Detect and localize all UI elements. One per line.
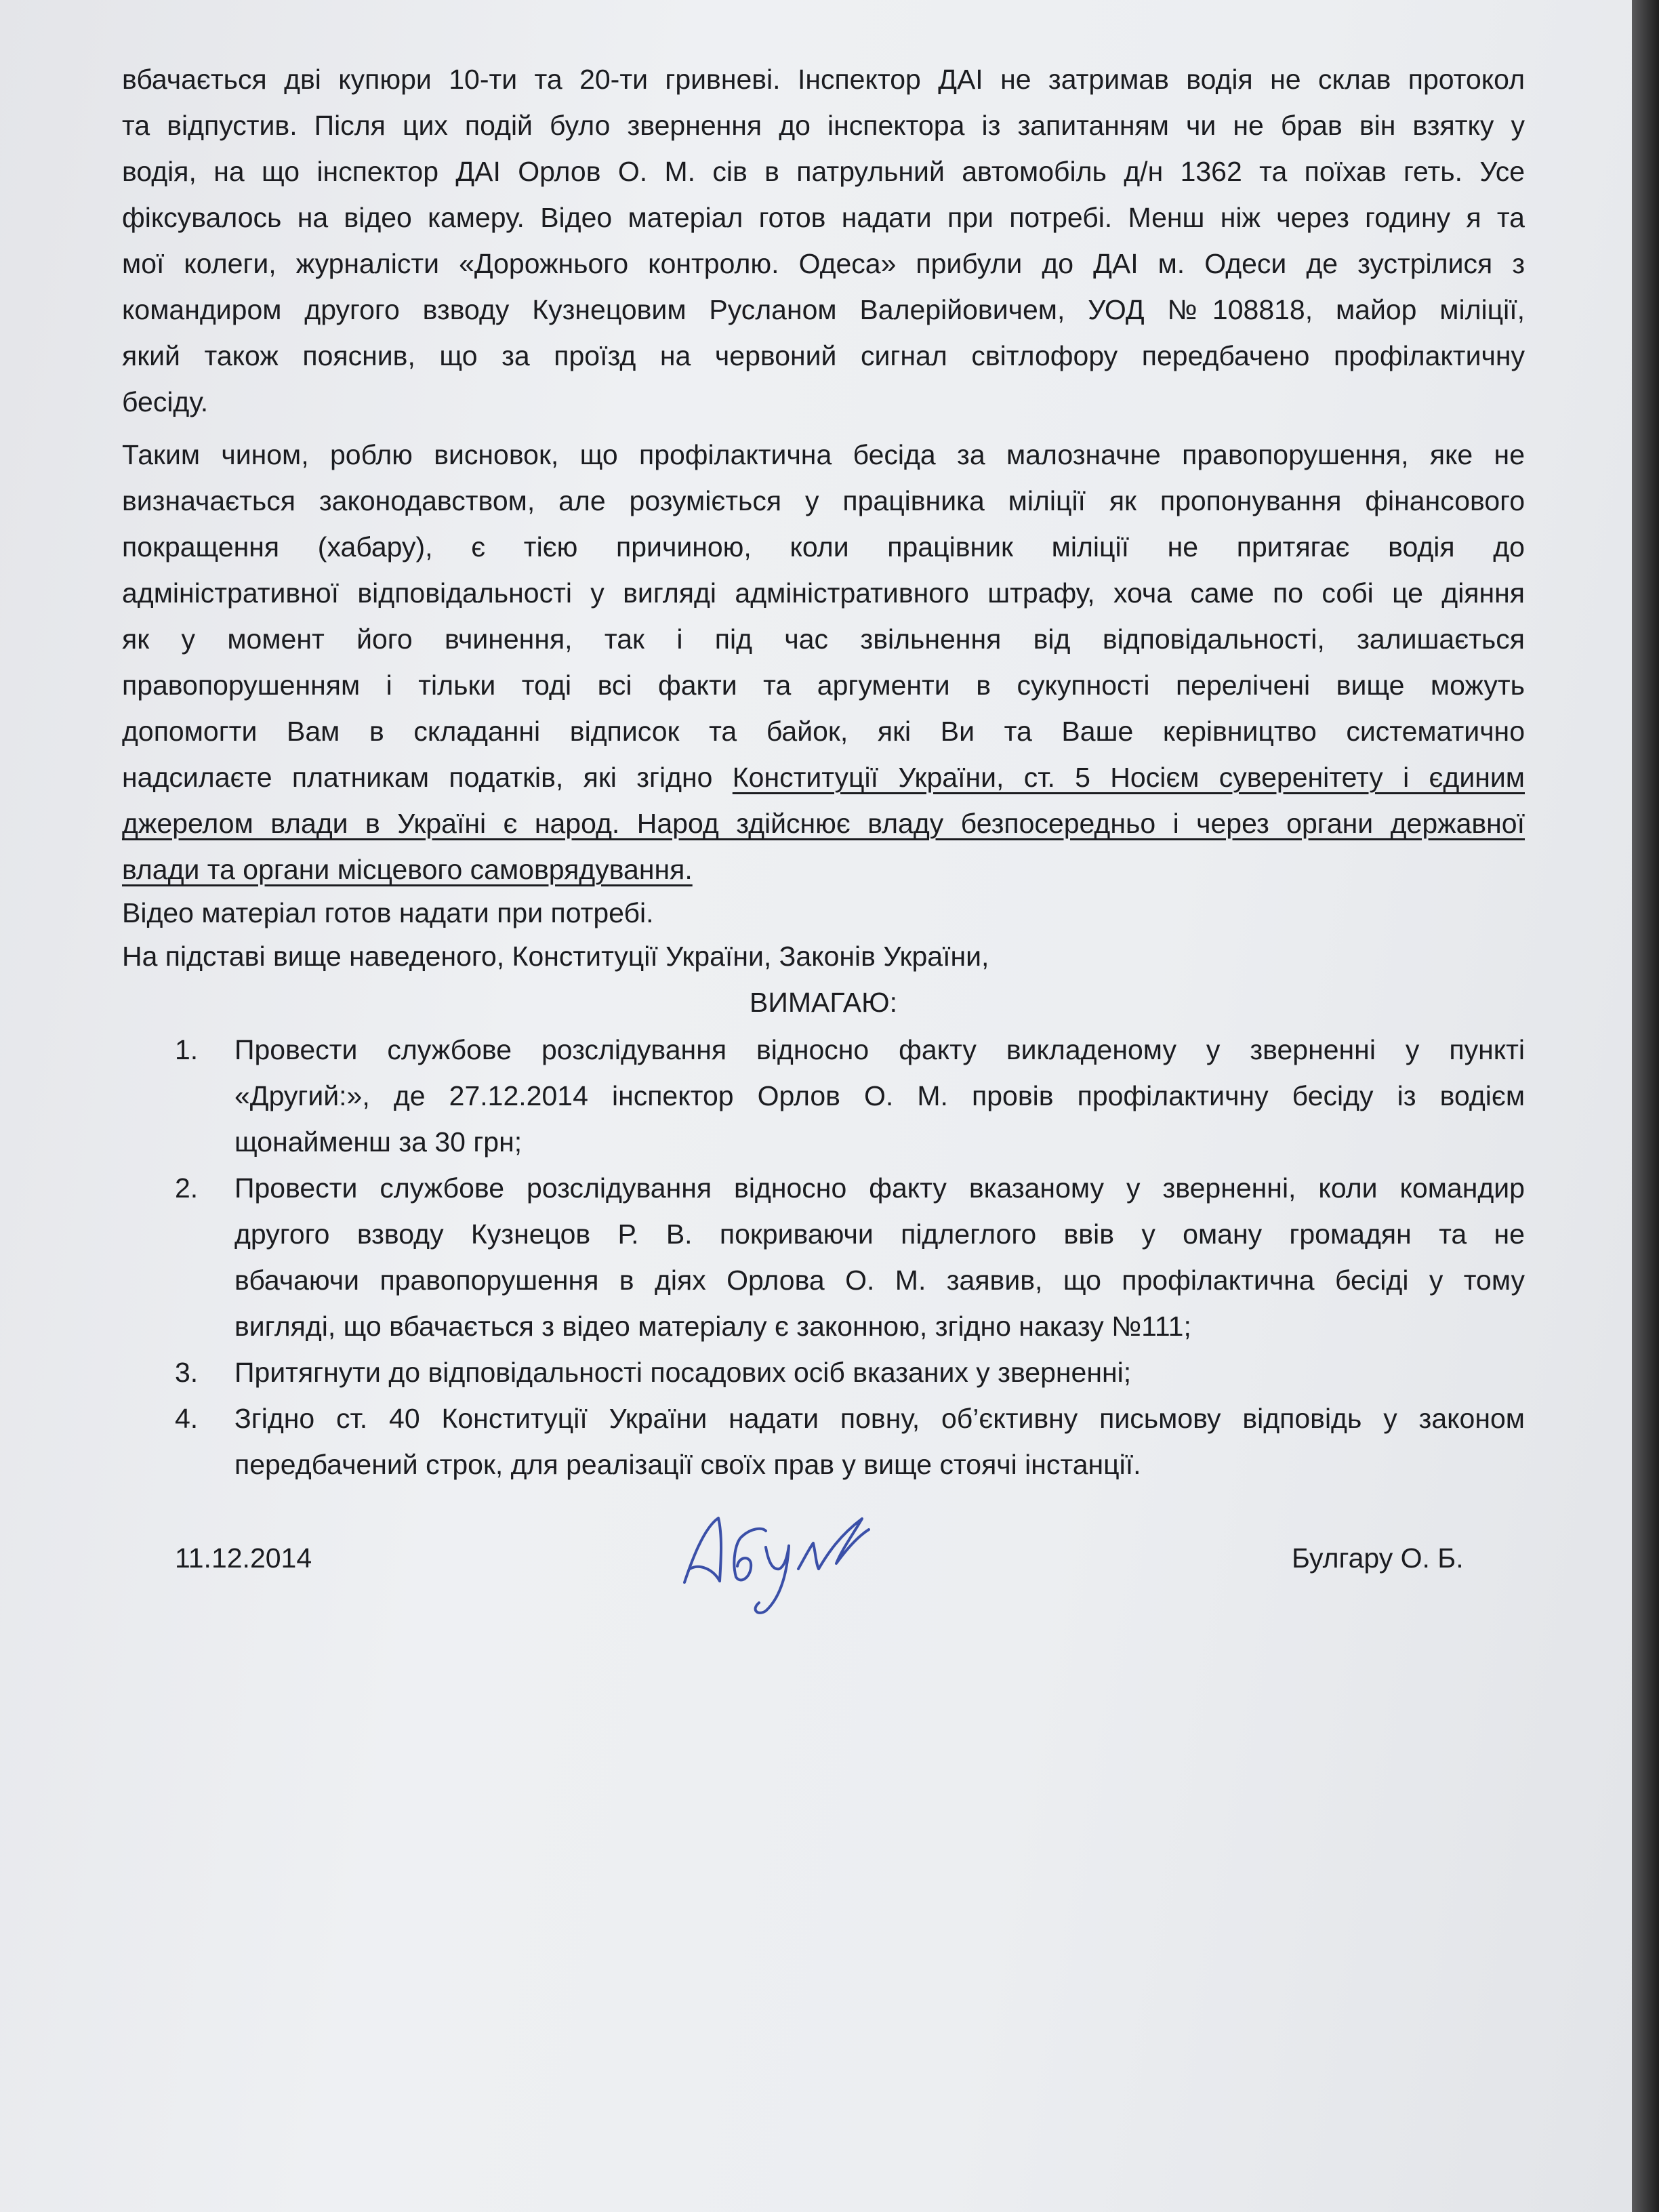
demand-number: 3.	[175, 1357, 199, 1388]
paragraph-2-line: покращення (хабару), є тією причиною, коли працівник міліції не притягає водія до	[122, 531, 1525, 562]
paragraph-2-line: допомогти Вам в складанні відписок та байок, які Ви та Ваше керівництво систематично	[122, 716, 1525, 747]
demand-line: «Другий:», де 27.12.2014 інспектор Орлов О. М. провів профілактичну бесіду із водієм	[234, 1080, 1525, 1111]
constitution-quote-underlined: Конституції України, ст. 5 Носієм суверенітету і єдиним	[732, 762, 1525, 793]
demand-line: Притягнути до відповідальності посадових осіб вказаних у зверненні;	[234, 1357, 1132, 1388]
demand-line: другого взводу Кузнецов Р. В. покриваючи підлеглого ввів у оману громадян та не	[234, 1218, 1525, 1250]
basis-statement: На підставі вище наведеного, Конституції України, Законів України,	[122, 941, 989, 972]
paragraph-1-line: та відпустив. Після цих подій було звернення до інспектора із запитанням чи не брав він взятку у	[122, 110, 1525, 141]
paragraph-1-line: командиром другого взводу Кузнецовим Русланом Валерійовичем, УОД №108818, майор міліції,	[122, 294, 1525, 325]
demand-line: передбачений строк, для реалізації своїх прав у вище стоячі інстанції.	[234, 1449, 1141, 1480]
demand-line: вигляді, що вбачається з відео матеріалу є законною, згідно наказу №111;	[234, 1311, 1191, 1342]
desk-background-edge	[1632, 0, 1659, 2212]
paragraph-1-line: вбачається дві купюри 10-ти та 20-ти гривневі. Інспектор ДАІ не затримав водія не склав протокол	[122, 64, 1525, 95]
demand-line: Згідно ст. 40 Конституції України надати повну, об’єктивну письмову відповідь у законом	[234, 1403, 1525, 1434]
author-name: Булгару О. Б.	[1292, 1542, 1464, 1574]
paragraph-2-line: визначається законодавством, але розуміється у працівника міліції як пропонування фінансового	[122, 485, 1525, 516]
demand-line: Провести службове розслідування відносно факту вказаному у зверненні, коли командир	[234, 1172, 1525, 1204]
paragraph-1-line: водія, на що інспектор ДАІ Орлов О. М. сів в патрульний автомобіль д/н 1362 та поїхав геть. Усе	[122, 156, 1525, 187]
video-statement: Відео матеріал готов надати при потребі.	[122, 897, 654, 928]
constitution-quote-underlined: джерелом влади в Україні є народ. Народ здійснює владу безпосередньо і через органи державної	[122, 808, 1525, 839]
paragraph-1-line: фіксувалось на відео камеру. Відео матеріал готов надати при потребі. Менш ніж через годину я та	[122, 202, 1525, 233]
demand-line: вбачаючи правопорушення в діях Орлова О. М. заявив, що профілактична бесіді у тому	[234, 1265, 1525, 1296]
paragraph-2-line: як у момент його вчинення, так і під час звільнення від відповідальності, залишається	[122, 623, 1525, 655]
paragraph-1-line: мої колеги, журналісти «Дорожнього контролю. Одеса» прибули до ДАІ м. Одеси де зустрілися з	[122, 248, 1525, 279]
paragraph-2-mixed-line	[122, 756, 1525, 798]
demand-number: 1.	[175, 1034, 199, 1065]
constitution-quote-line	[122, 848, 1525, 890]
paragraph-2-plain-text: надсилаєте платникам податків, які згідно	[122, 762, 733, 793]
paragraph-2-line: адміністративної відповідальності у вигляді адміністративного штрафу, хоча саме по собі це діяння	[122, 577, 1525, 609]
constitution-quote-underlined: влади та органи місцевого самоврядування.	[122, 854, 693, 885]
demand-line: Провести службове розслідування відносно факту викладеному у зверненні у пункті	[234, 1034, 1525, 1065]
demand-number: 2.	[175, 1172, 199, 1204]
handwritten-signature	[671, 1501, 874, 1623]
paragraph-2-line: правопорушенням і тільки тоді всі факти та аргументи в сукупності перелічені вище можуть	[122, 670, 1525, 701]
paragraph-1-line: який також пояснив, що за проїзд на червоний сигнал світлофору передбачено профілактичну	[122, 340, 1525, 371]
demand-number: 4.	[175, 1403, 199, 1434]
paragraph-1-line: бесіду.	[122, 386, 209, 417]
demand-heading: ВИМАГАЮ:	[750, 987, 897, 1018]
demand-line: щонайменш за 30 грн;	[234, 1126, 523, 1158]
paragraph-2-line: Таким чином, роблю висновок, що профілактична бесіда за малозначне правопорушення, яке не	[122, 439, 1525, 470]
constitution-quote-line	[122, 802, 1525, 844]
document-date: 11.12.2014	[175, 1542, 312, 1574]
